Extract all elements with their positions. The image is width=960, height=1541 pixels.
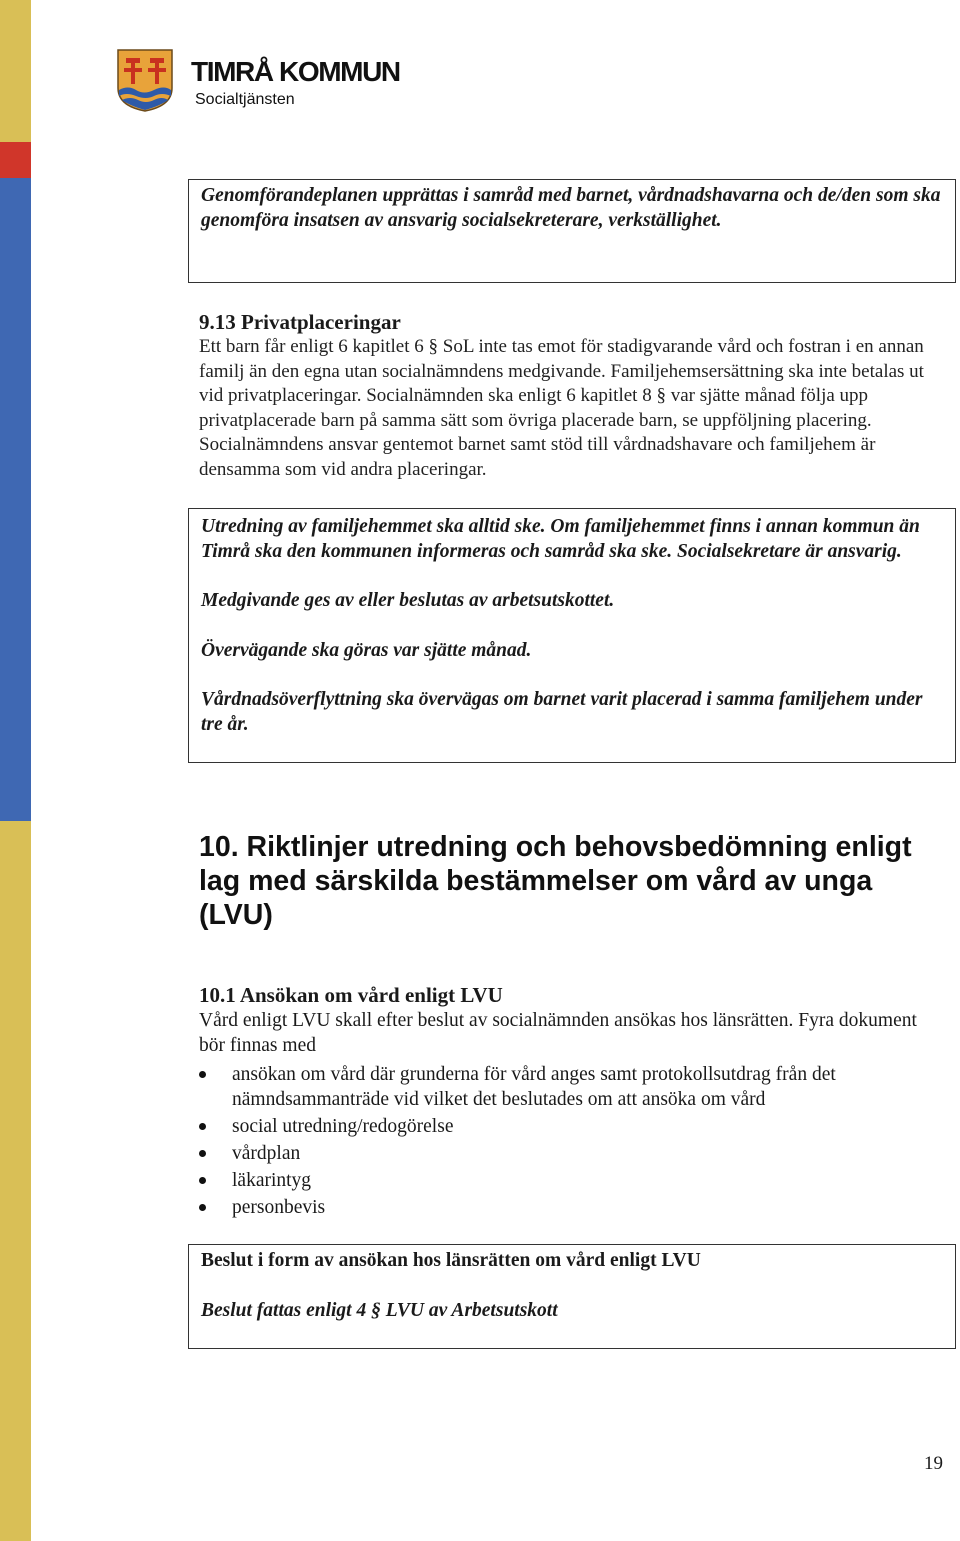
list-item: social utredning/redogörelse: [199, 1114, 939, 1139]
header-logo: [116, 46, 406, 116]
section-10-1: [199, 982, 939, 1222]
bullet-icon: [199, 1150, 206, 1157]
note-paragraph: Beslut i form av ansökan hos länsrätten om vård enligt LVU: [201, 1250, 701, 1271]
note-paragraph: Utredning av familjehemmet ska alltid ske. Om familjehemmet finns i annan kommun än Timrå ska den kommunen informeras och samråd ska ske. Socialsekretare är ansvarig.: [201, 516, 920, 562]
list-item: vårdplan: [199, 1141, 939, 1166]
sidebar-stripe-yellow-bottom: [0, 821, 31, 1541]
page-number: 19: [924, 1453, 943, 1474]
section-heading: 10.1 Ansökan om vård enligt LVU: [199, 983, 503, 1007]
section-9-13: [199, 309, 939, 483]
list-item: ansökan om vård där grunderna för vård anges samt protokollsutdrag från det nämndsammanträde vid vilket det beslutades om att ansöka om vård: [199, 1062, 939, 1112]
bullet-icon: [199, 1204, 206, 1211]
brand-subtitle: Socialtjänsten: [195, 91, 295, 108]
document-list: [199, 1062, 939, 1220]
list-item: personbevis: [199, 1195, 939, 1220]
note-box-privatplacering: [188, 508, 956, 763]
sidebar-stripe-red: [0, 142, 31, 178]
chapter-heading: 10. Riktlinjer utredning och behovsbedömning enligt lag med särskilda bestämmelser om vård av unga (LVU): [199, 831, 912, 931]
note-paragraph: Övervägande ska göras var sjätte månad.: [201, 639, 532, 661]
list-item: läkarintyg: [199, 1168, 939, 1193]
section-body: Ett barn får enligt 6 kapitlet 6 § SoL inte tas emot för stadigvarande vård och fostran i en annan familj än den egna utan socialnämndens medgivande. Familjehemsersättning ska inte betalas ut vid privatplaceringar. Socialnämnden ska enligt 6 kapitlet 8 § var sjätte månad följa upp privatplacerade barn på samma sätt som övriga placerade barn, se uppföljning placering. Socialnämndens ansvar gentemot barnet samt stöd till vårdnadshavare och familjehem är densamma som vid andra placeringar.: [199, 336, 924, 480]
note-paragraph: Vårdnadsöverflyttning ska övervägas om barnet varit placerad i samma familjehem under tre år.: [201, 689, 923, 735]
section-intro: Vård enligt LVU skall efter beslut av socialnämnden ansökas hos länsrätten. Fyra dokument bör finnas med: [199, 1010, 917, 1056]
bullet-icon: [199, 1177, 206, 1184]
sidebar-stripe-blue: [0, 178, 31, 821]
note-paragraph: Medgivande ges av eller beslutas av arbetsutskottet.: [201, 590, 615, 611]
note-box-beslut: [188, 1244, 956, 1349]
sidebar-stripe-yellow-top: [0, 0, 31, 142]
note-paragraph: Beslut fattas enligt 4 § LVU av Arbetsutskott: [201, 1299, 558, 1321]
bullet-icon: [199, 1071, 206, 1078]
bullet-icon: [199, 1123, 206, 1130]
brand-name: TIMRÅ KOMMUN: [191, 56, 400, 87]
note-text: Genomförandeplanen upprättas i samråd med barnet, vårdnadshavarna och de/den som ska genomföra insatsen av ansvarig socialsekreterare, verkställighet.: [201, 185, 941, 231]
timra-crest-icon: [116, 48, 174, 112]
section-heading: 9.13 Privatplaceringar: [199, 310, 401, 334]
note-box-genomforandeplan: [188, 179, 956, 283]
